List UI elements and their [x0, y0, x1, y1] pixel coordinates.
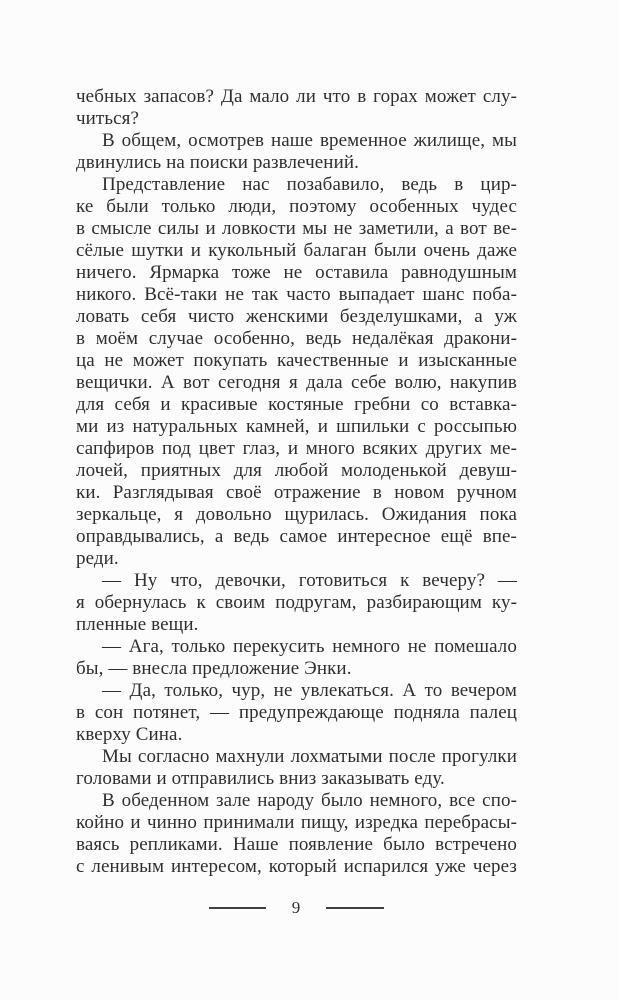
text-line: ке были только люди, поэтому особенных чудес [76, 196, 517, 217]
text-line: в сон потянет, — предупреждающе подняла палец [76, 702, 517, 723]
text-line: ловать себя чисто женскими безделушками, а уж [76, 306, 517, 327]
text-line: В общем, осмотрев наше временное жилище, мы [102, 130, 517, 151]
paragraph [76, 86, 517, 130]
text-line: с ленивым интересом, который испарился уже через [76, 856, 517, 877]
text-line: — Ну что, девочки, готовиться к вечеру? — [102, 570, 517, 591]
text-line: ваясь репликами. Наше появление было встречено [76, 834, 517, 855]
footer-left-rule [209, 907, 266, 909]
text-line: реди. [76, 548, 119, 569]
text-line: оправдывались, а ведь самое интересное ещё впе- [76, 526, 517, 547]
text-line: никого. Всё-таки не так часто выпадает шанс поба- [76, 284, 517, 305]
text-line: бы, — внесла предложение Энки. [76, 658, 352, 679]
text-line: Мы согласно махнули лохматыми после прогулки [102, 746, 517, 767]
text-line: ки. Разглядывая своё отражение в новом ручном [76, 482, 517, 503]
text-line: двинулись на поиски развлечений. [76, 152, 359, 173]
paragraph [76, 130, 517, 174]
paragraph [76, 174, 517, 570]
text-line: лочей, приятных для любой молоденькой девуш- [76, 460, 517, 481]
text-line: ничего. Ярмарка тоже не оставила равнодушным [76, 262, 517, 283]
text-line: — Ага, только перекусить немного не помешало [102, 636, 517, 657]
text-line: Представление нас позабавило, ведь в цир- [102, 174, 517, 195]
text-line: ца не может покупать качественные и изысканные [76, 350, 517, 371]
text-line: зеркальце, я довольно щурилась. Ожидания пока [76, 504, 517, 525]
text-line: сёлые шутки и кукольный балаган были очень даже [76, 240, 517, 261]
text-line: ми из натуральных камней, и шпильки с россыпью [76, 416, 517, 437]
page-footer [76, 897, 517, 919]
text-line: в смысле силы и ловкости мы не заметили, а вот ве- [76, 218, 517, 239]
page-text [76, 86, 517, 878]
text-line: я обернулась к своим подругам, разбирающим ку- [76, 592, 517, 613]
paragraph [76, 570, 517, 636]
text-line: В обеденном зале народу было немного, все спо- [102, 790, 517, 811]
text-line: койно и чинно принимали пищу, изредка перебрасы- [76, 812, 517, 833]
text-line: для себя и красивые костяные гребни со вставка- [76, 394, 517, 415]
text-line: читься? [76, 108, 139, 129]
footer-right-rule [326, 907, 384, 909]
text-line: вещички. А вот сегодня я дала себе волю, накупив [76, 372, 517, 393]
text-line: — Да, только, чур, не увлекаться. А то вечером [102, 680, 517, 701]
text-line: чебных запасов? Да мало ли что в горах может слу- [76, 86, 517, 107]
paragraph [76, 790, 517, 878]
text-line: сапфиров под цвет глаз, и много всяких других ме- [76, 438, 517, 459]
text-line: головами и отправились вниз заказывать еду. [76, 768, 445, 789]
paragraph [76, 746, 517, 790]
paragraph [76, 680, 517, 746]
text-line: в моём случае особенно, ведь недалёкая дракони- [76, 328, 517, 349]
text-line: кверху Сина. [76, 724, 183, 745]
page-number: 9 [291, 898, 301, 917]
paragraph [76, 636, 517, 680]
text-line: пленные вещи. [76, 614, 199, 635]
